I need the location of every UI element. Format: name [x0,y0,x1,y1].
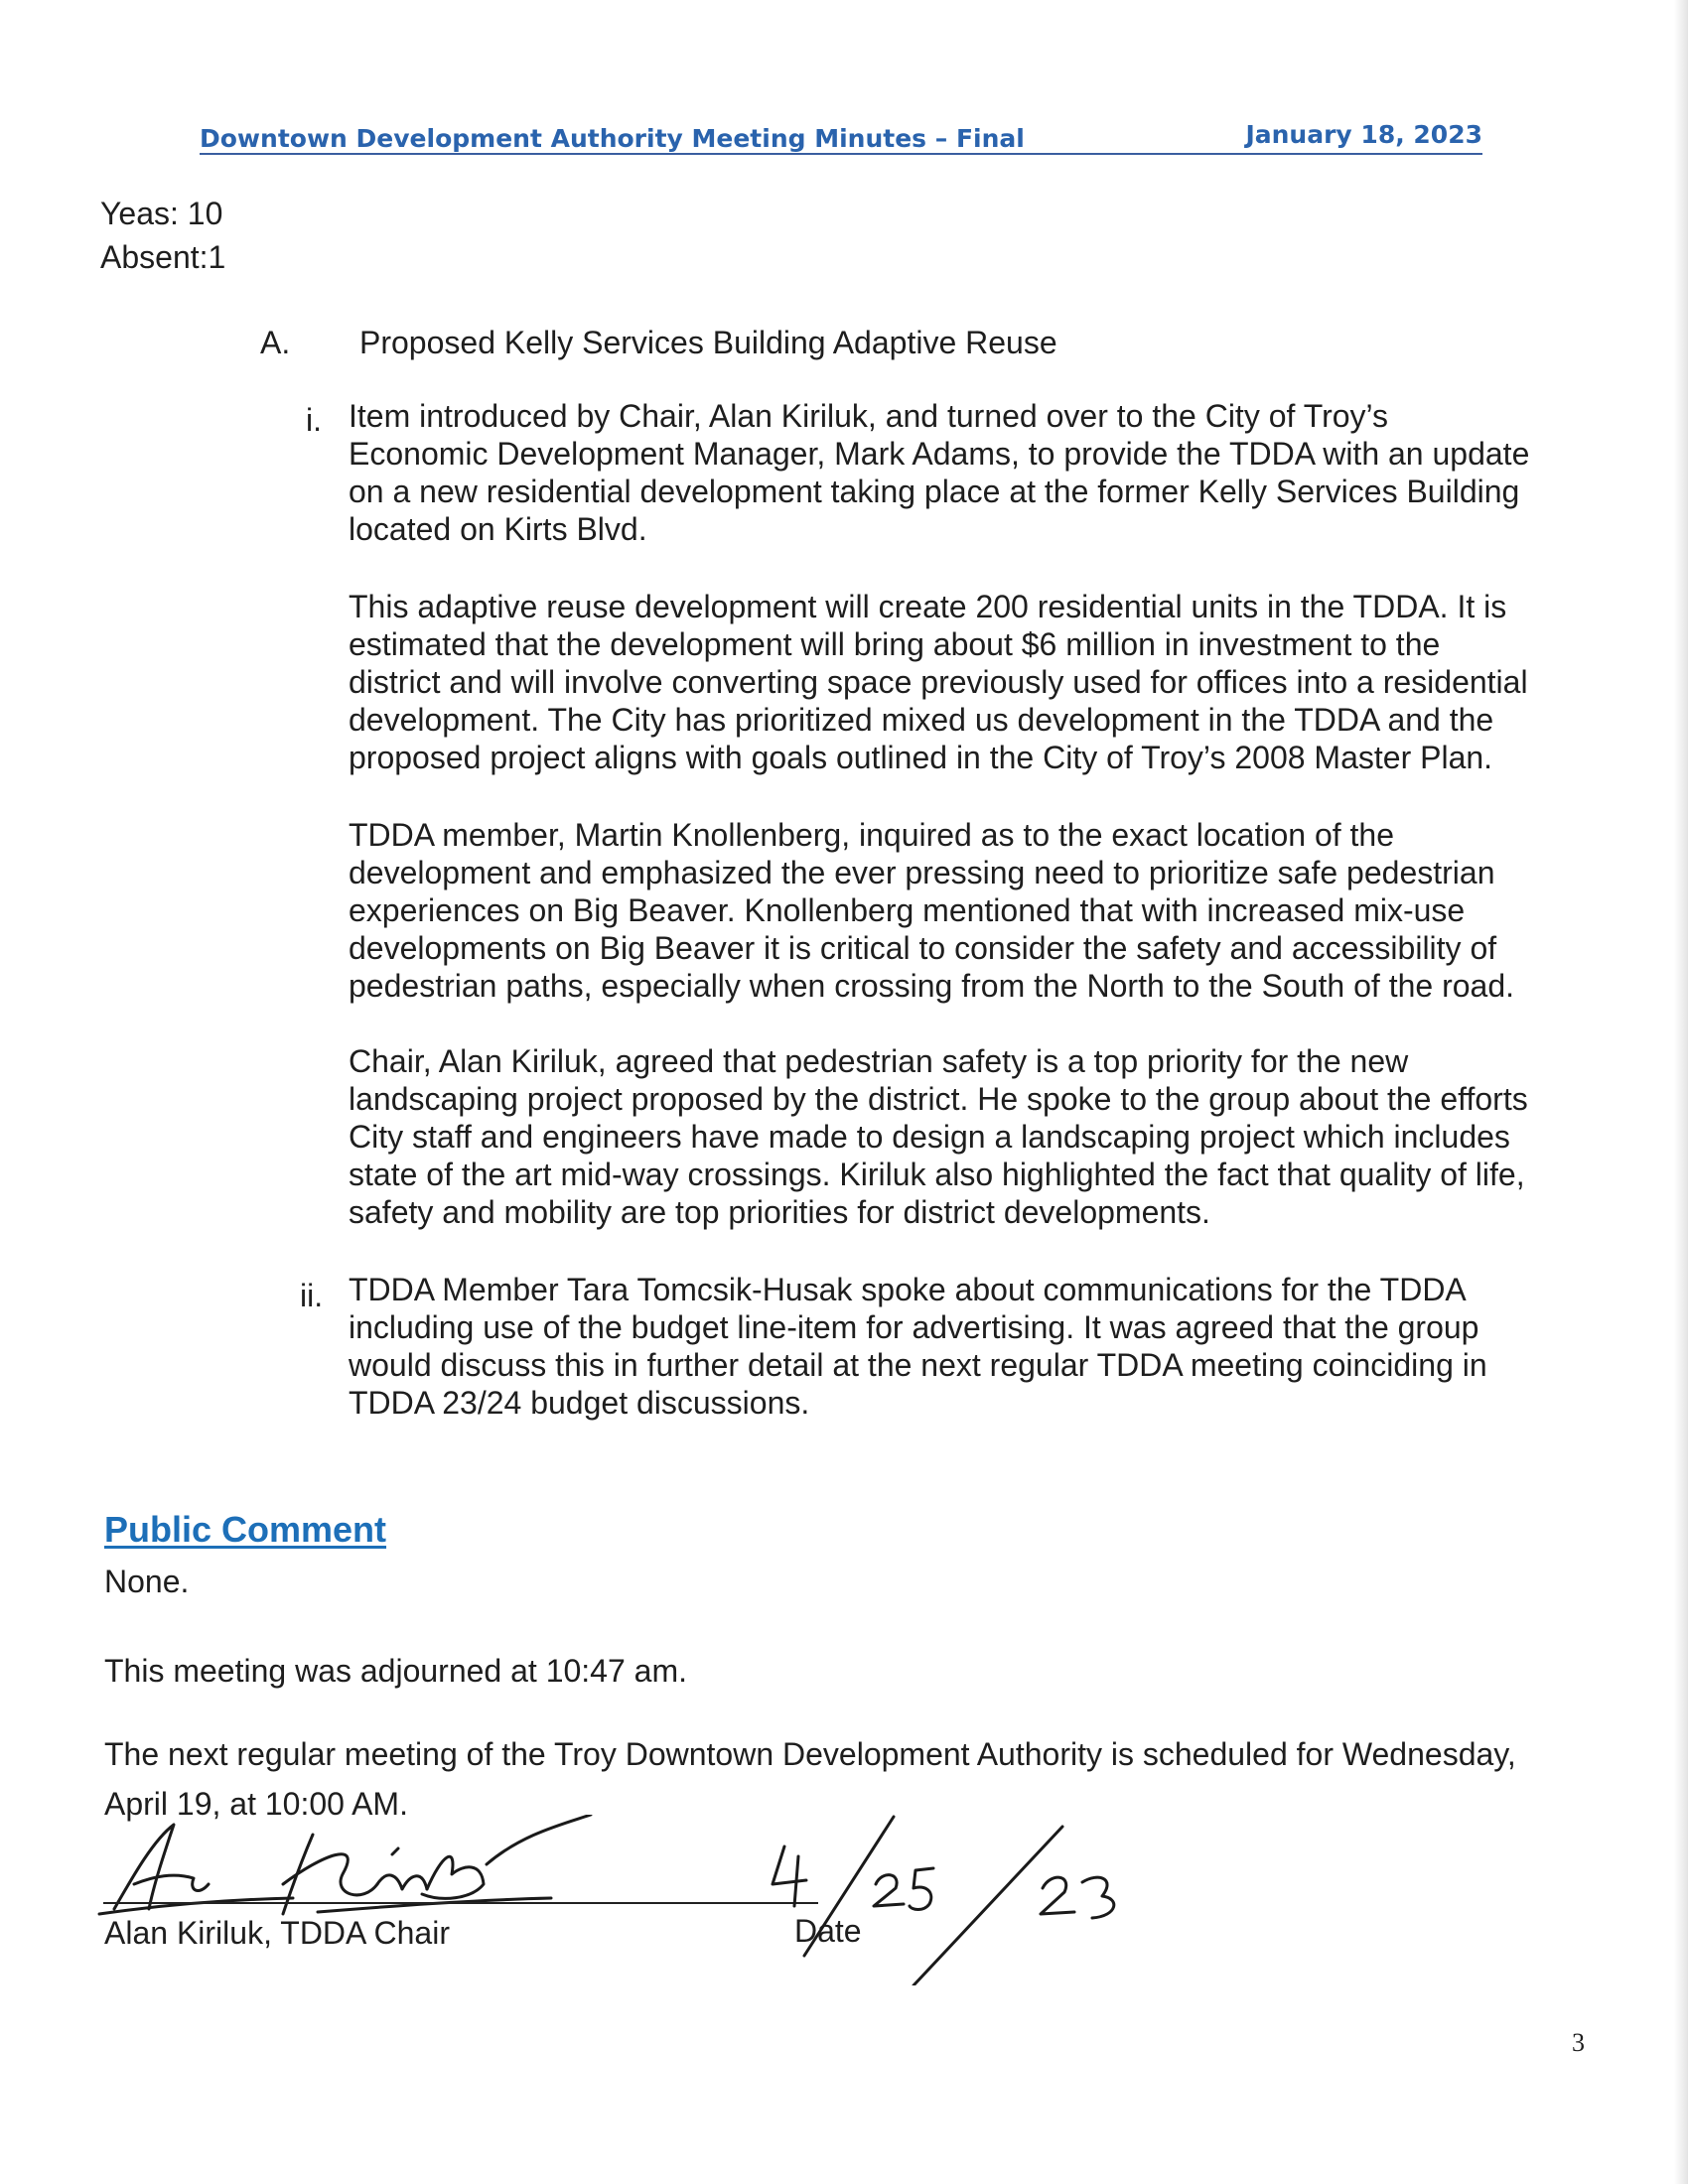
header-date: January 18, 2023 [1245,120,1482,149]
signer-label: Alan Kiriluk, TDDA Chair [104,1915,450,1951]
adjournment-text: This meeting was adjourned at 10:47 am. [104,1653,687,1689]
chair-signature [94,1815,631,1924]
sub-item-ii-paragraph: TDDA Member Tara Tomcsik-Husak spoke about communications for the TDDA including use of the budget line-item for advertising. It was agreed that the group would discuss this in further detail at the next regular TDDA meeting coinciding in TDDA 23/24 budget discussions. [349,1272,1487,1421]
vote-yeas: Yeas: 10 [100,196,223,231]
next-meeting-line-1: The next regular meeting of the Troy Downtown Development Authority is scheduled for Wednesday, [104,1736,1516,1772]
page-number: 3 [1572,2028,1585,2057]
signature-line [103,1902,818,1904]
item-a-title: Proposed Kelly Services Building Adaptive Reuse [359,325,1057,360]
page-header [200,117,1482,155]
handwritten-date [765,1807,1182,1985]
date-label: Date [794,1913,862,1949]
sub-item-i-paragraph-1: Item introduced by Chair, Alan Kiriluk, and turned over to the City of Troy’s Economic Development Manager, Mark Adams, to provide the TDDA with an update on a new residential development taking place at the former Kelly Services Building located on Kirts Blvd. [349,398,1530,547]
item-a-marker: A. [260,325,291,360]
page-edge-shadow [1674,0,1688,2184]
sub-item-i-marker: i. [306,402,322,438]
header-title: Downtown Development Authority Meeting Minutes – Final [200,124,1025,153]
sub-item-ii-marker: ii. [300,1278,324,1313]
sub-item-i-paragraph-4: Chair, Alan Kiriluk, agreed that pedestrian safety is a top priority for the new landscaping project proposed by the district. He spoke to the group about the efforts City staff and engineers have made to design a landscaping project which includes state of the art mid-way crossings. Kiriluk also highlighted the fact that quality of life, safety and mobility are top priorities for district developments. [349,1043,1528,1230]
sub-item-i-paragraph-2: This adaptive reuse development will create 200 residential units in the TDDA. It is estimated that the development will bring about $6 million in investment to the district and will involve converting space previously used for offices into a residential development. The City has prioritized mixed us development in the TDDA and the proposed project aligns with goals outlined in the City of Troy’s 2008 Master Plan. [349,589,1528,775]
vote-absent: Absent:1 [100,239,226,275]
public-comment-text: None. [104,1564,190,1599]
sub-item-i-paragraph-3: TDDA member, Martin Knollenberg, inquired as to the exact location of the development and emphasized the ever pressing need to prioritize safe pedestrian experiences on Big Beaver. Knollenberg mentioned that with increased mix-use developments on Big Beaver it is critical to consider the safety and accessibility of pedestrian paths, especially when crossing from the North to the South of the road. [349,817,1514,1004]
next-meeting-line-2: April 19, at 10:00 AM. [104,1786,408,1822]
public-comment-heading: Public Comment [104,1509,387,1550]
